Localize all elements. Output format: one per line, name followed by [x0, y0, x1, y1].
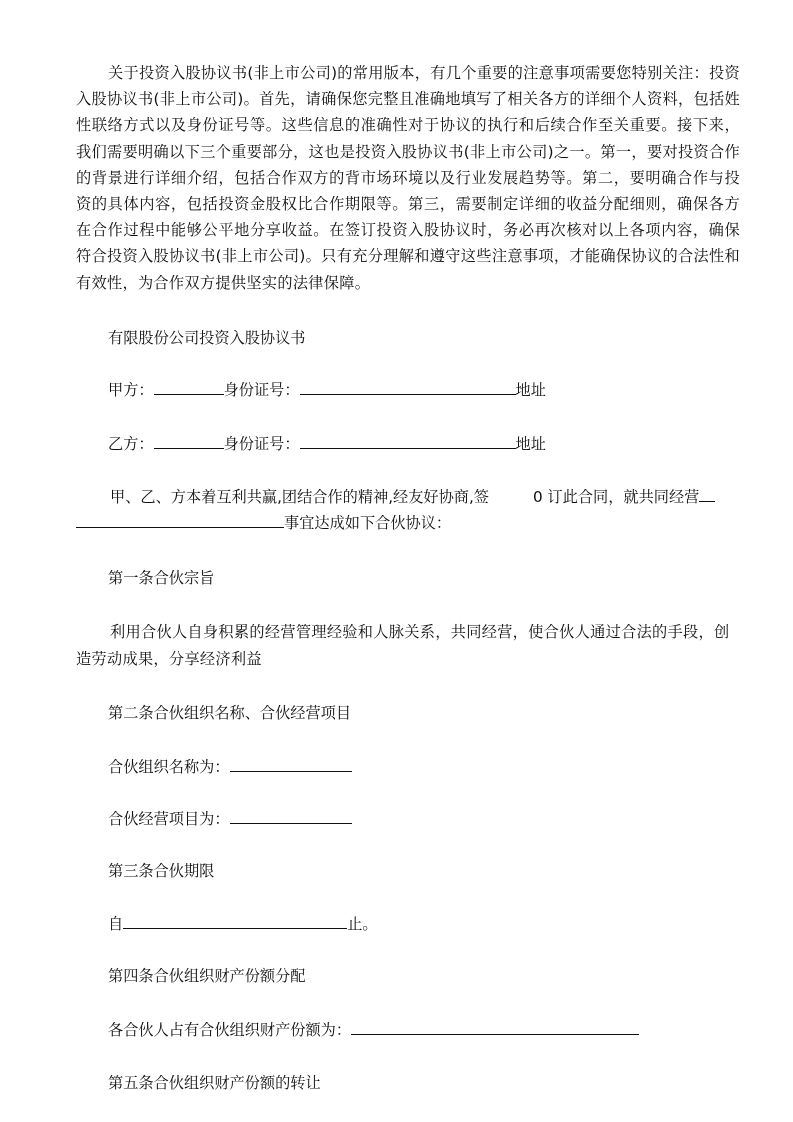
contract-title: 有限股份公司投资入股协议书: [108, 329, 306, 347]
share-blank[interactable]: [351, 1020, 639, 1035]
party-a-line: [108, 380, 546, 400]
term-blank[interactable]: [123, 914, 347, 929]
party-b-label: 乙方：: [108, 435, 154, 453]
party-a-id-blank[interactable]: [300, 380, 516, 395]
article1-heading: 第一条合伙宗旨: [108, 569, 215, 587]
article1-body: 利用合伙人自身积累的经营管理经验和人脉关系，共同经营，使合伙人通过合法的手段，创造劳动成果，分享经济利益: [76, 623, 730, 668]
term-from-label: 自: [108, 915, 124, 933]
preamble-line-1: [110, 487, 715, 507]
business-blank-start[interactable]: [699, 487, 715, 502]
party-b-address-label: 地址: [515, 435, 546, 453]
party-b-id-blank[interactable]: [300, 434, 516, 449]
preamble-text-1: 甲、乙、方本着互利共赢,团结合作的精神,经友好协商,签: [110, 488, 489, 506]
term-line: [108, 914, 378, 934]
article2-heading: 第二条合伙组织名称、合伙经营项目: [108, 704, 351, 722]
project-blank[interactable]: [230, 809, 352, 824]
term-to-label: 止。: [347, 915, 378, 933]
org-name-blank[interactable]: [230, 757, 352, 772]
preamble-text-2: 0 订此合同，就共同经营: [532, 488, 700, 506]
intro-paragraph: 关于投资入股协议书(非上市公司)的常用版本，有几个重要的注意事项需要您特别关注：投资入股协议书(非上市公司)。首先，请确保您完整且准确地填写了相关各方的详细个人资料，包括姓性联络方式以及身份证号等。这些信息的准确性对于协议的执行和后续合作至关重要。接下来，我们需要明确以下三个重要部分，这也是投资入股协议书(非上市公司)之一。第一，要对投资合作的背景进行详细介绍，包括合作双方的背市场环境以及行业发展趋势等。第二，要明确合作与投资的具体内容，包括投资金股权比合作期限等。第三，需要制定详细的收益分配细则，确保各方在合作过程中能够公平地分享收益。在签订投资入股协议时，务必再次核对以上各项内容，确保符合投资入股协议书(非上市公司)。只有充分理解和遵守这些注意事项，才能确保协议的合法性和有效性，为合作双方提供坚实的法律保障。: [76, 64, 740, 292]
preamble-text-3: 事宜达成如下合伙协议：: [284, 514, 452, 532]
preamble-line-2: [76, 513, 451, 533]
party-b-line: [108, 434, 546, 454]
party-b-id-label: 身份证号：: [223, 435, 300, 453]
article5-heading: 第五条合伙组织财产份额的转让: [108, 1074, 321, 1092]
business-blank[interactable]: [76, 513, 284, 528]
share-label: 各合伙人占有合伙组织财产份额为：: [108, 1021, 351, 1039]
article4-heading: 第四条合伙组织财产份额分配: [108, 967, 306, 985]
project-label: 合伙经营项目为：: [108, 810, 230, 828]
party-a-id-label: 身份证号：: [223, 381, 300, 399]
party-b-name-blank[interactable]: [154, 434, 224, 449]
org-name-line: [108, 757, 352, 777]
party-a-label: 甲方：: [108, 381, 154, 399]
party-a-name-blank[interactable]: [154, 380, 224, 395]
article3-heading: 第三条合伙期限: [108, 862, 215, 880]
party-a-address-label: 地址: [515, 381, 546, 399]
org-name-label: 合伙组织名称为：: [108, 758, 230, 776]
share-line: [108, 1020, 639, 1040]
project-line: [108, 809, 352, 829]
